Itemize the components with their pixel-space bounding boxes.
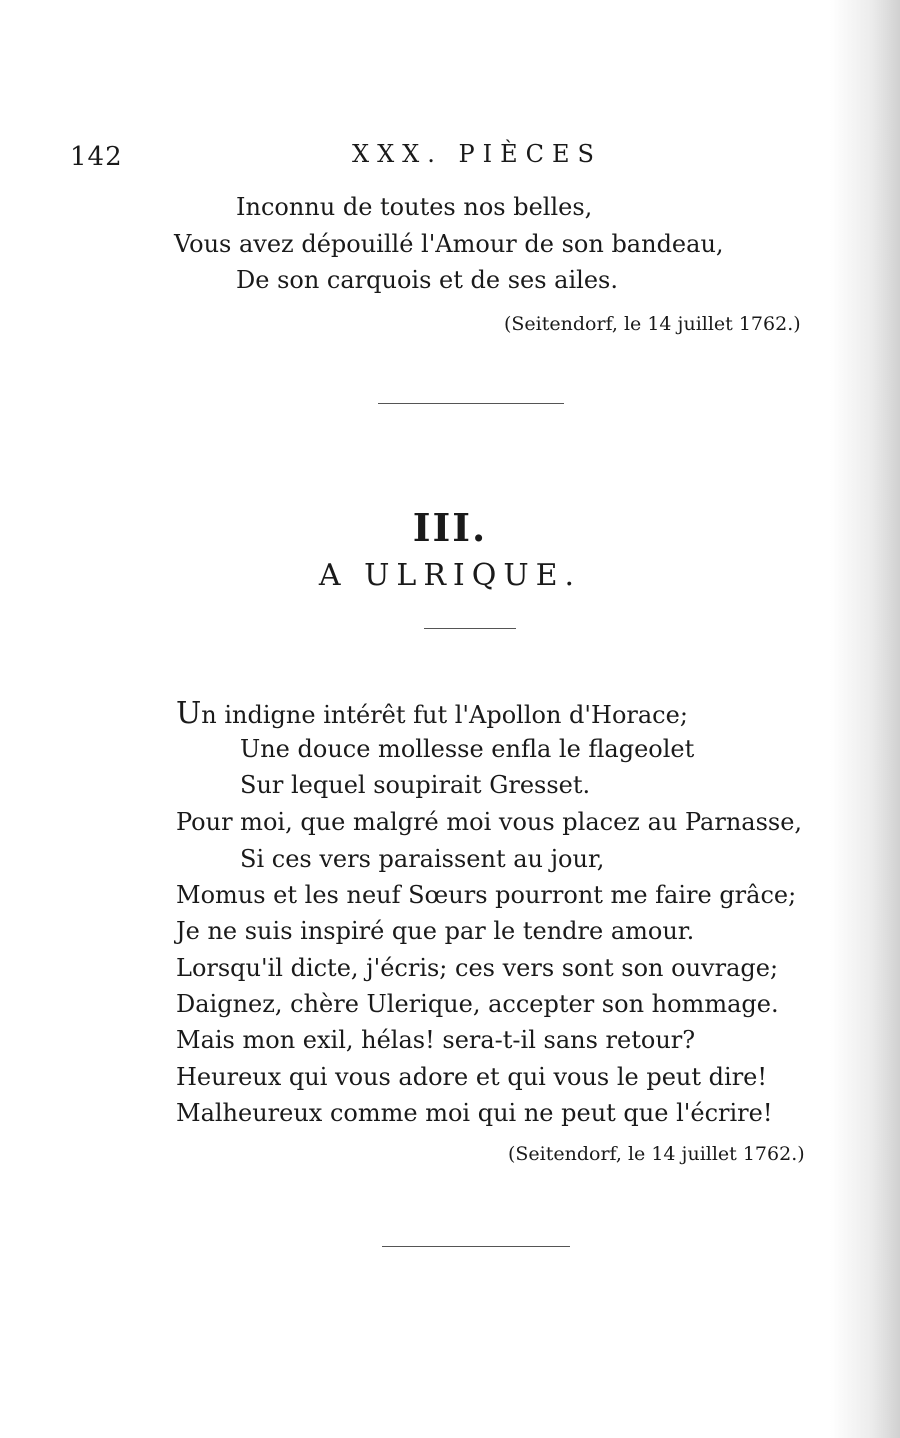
end-divider [382,1246,570,1247]
poem-line-1 [176,696,688,731]
running-head: XXX. PIÈCES [352,140,602,168]
drop-cap: U [176,696,202,731]
page-edge-shadow [830,0,900,1438]
poem-line-6: Momus et les neuf Sœurs pourront me faire grâce; [176,881,797,909]
poem-line-12: Malheureux comme moi qui ne peut que l'écrire! [176,1099,773,1127]
title-rule [424,628,516,629]
poem-line-11: Heureux qui vous adore et qui vous le peut dire! [176,1063,768,1091]
top-dateline: (Seitendorf, le 14 juillet 1762.) [504,313,801,335]
poem-line-10: Mais mon exil, hélas! sera-t-il sans retour? [176,1026,696,1054]
poem-number: III. [412,505,488,550]
poem-line-1-text: n indigne intérêt fut l'Apollon d'Horace; [201,701,688,729]
poem-dateline: (Seitendorf, le 14 juillet 1762.) [508,1143,805,1165]
poem-line-8: Lorsqu'il dicte, j'écris; ces vers sont son ouvrage; [176,954,779,982]
top-stanza-line-1: Inconnu de toutes nos belles, [236,193,593,221]
section-divider [378,403,564,404]
page-number: 142 [70,142,123,172]
poem-line-7: Je ne suis inspiré que par le tendre amour. [176,917,695,945]
poem-line-5: Si ces vers paraissent au jour, [240,845,605,873]
poem-line-3: Sur lequel soupirait Gresset. [240,771,591,799]
poem-title: A ULRIQUE. [318,558,582,593]
top-stanza-line-2: Vous avez dépouillé l'Amour de son bandeau, [174,230,724,258]
poem-line-4: Pour moi, que malgré moi vous placez au Parnasse, [176,808,803,836]
poem-line-2: Une douce mollesse enfla le flageolet [240,735,695,763]
top-stanza-line-3: De son carquois et de ses ailes. [236,266,618,294]
poem-line-9: Daignez, chère Ulerique, accepter son hommage. [176,990,779,1018]
